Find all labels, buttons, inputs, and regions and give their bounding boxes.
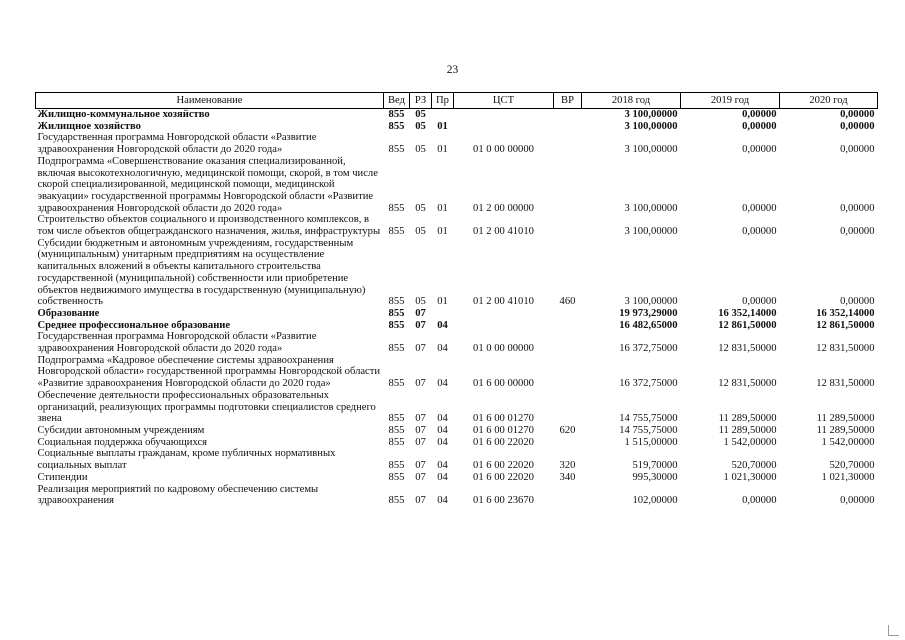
row-rz: 05 (415, 144, 426, 156)
row-ved: 855 (388, 226, 405, 238)
row-value-2018: 3 100,00000 (624, 202, 678, 214)
row-name: Обеспечение деятельности профессиональных образовательных организаций, реализующих программы подготовки специалистов среднего звена (37, 389, 376, 425)
row-cst: 01 0 00 00000 (473, 144, 534, 156)
row-value-2018: 16 482,65000 (619, 319, 678, 331)
row-rz: 07 (415, 378, 426, 390)
row-name: Социальная поддержка обучающихся (37, 436, 208, 448)
row-value-2019: 16 352,14000 (718, 307, 777, 319)
row-ved: 855 (388, 319, 405, 331)
row-ved: 855 (388, 378, 405, 390)
row-ved: 855 (388, 144, 405, 156)
row-vr (554, 355, 582, 390)
row-value-2019: 0,00000 (742, 202, 777, 214)
row-value-2018: 1 515,00000 (624, 436, 678, 448)
row-rz: 05 (415, 202, 426, 214)
row-value-2020: 0,00000 (840, 109, 875, 120)
row-cst (454, 109, 554, 121)
row-pr: 01 (437, 226, 448, 238)
row-rz: 07 (415, 319, 426, 331)
row-pr: 04 (437, 424, 448, 436)
row-name: Подпрограмма «Кадровое обеспечение системы здравоохранения Новгородской области» государственной программы Новгородской области «Развитие здравоохранения Новгородской области до 2020 года» (37, 354, 381, 390)
header-rz: РЗ (410, 93, 432, 109)
row-value-2018: 3 100,00000 (624, 144, 678, 156)
row-value-2018: 3 100,00000 (624, 296, 678, 308)
row-cst: 01 6 00 00000 (473, 378, 534, 390)
row-rz: 07 (415, 307, 426, 319)
row-cst: 01 0 00 00000 (473, 343, 534, 355)
table-row (36, 121, 878, 133)
row-pr (432, 109, 454, 121)
row-pr: 01 (437, 120, 448, 132)
row-value-2018: 519,70000 (632, 460, 678, 472)
row-value-2019: 12 831,50000 (718, 378, 777, 390)
header-ved: Вед (384, 93, 410, 109)
row-value-2020: 520,70000 (829, 460, 875, 472)
row-value-2019: 0,00000 (742, 495, 777, 507)
row-value-2019: 1 021,30000 (723, 471, 777, 483)
row-vr (554, 121, 582, 133)
table-row (36, 308, 878, 320)
row-cst: 01 6 00 22020 (473, 460, 534, 472)
table-row (36, 331, 878, 354)
header-vr: ВР (554, 93, 582, 109)
row-value-2020: 12 831,50000 (816, 378, 875, 390)
row-value-2020: 0,00000 (840, 296, 875, 308)
row-value-2019: 0,00000 (742, 144, 777, 156)
header-cst: ЦСТ (454, 93, 554, 109)
row-ved: 855 (388, 436, 405, 448)
table-body (36, 109, 878, 507)
row-cst (454, 121, 554, 133)
row-ved: 855 (388, 202, 405, 214)
row-pr (432, 308, 454, 320)
row-vr (554, 390, 582, 425)
row-name: Государственная программа Новгородской области «Развитие здравоохранения Новгородской области до 2020 года» (37, 132, 317, 156)
row-value-2018: 102,00000 (632, 495, 678, 507)
row-vr: 620 (559, 424, 576, 436)
row-cst: 01 6 00 23670 (473, 495, 534, 507)
row-vr (554, 214, 582, 237)
row-vr: 340 (559, 471, 576, 483)
row-value-2018: 14 755,75000 (619, 413, 678, 425)
table-row (36, 238, 878, 308)
row-name: Среднее профессиональное образование (37, 319, 231, 331)
row-vr (554, 308, 582, 320)
table-row (36, 390, 878, 425)
header-name: Наименование (36, 93, 384, 109)
row-cst: 01 6 00 01270 (473, 413, 534, 425)
row-ved: 855 (388, 460, 405, 472)
row-ved: 855 (388, 343, 405, 355)
row-name: Субсидии бюджетным и автономным учреждениям, государственным (муниципальным) унитарным предприятиям на осуществление капитальных вложений в объекты капитального строительства государственной (муниципальной) собственности или приобретение объектов недвижимого имущества в государственную (муниципальную) собственность (37, 237, 366, 308)
row-value-2018: 3 100,00000 (624, 109, 678, 120)
page-number: 23 (446, 64, 459, 76)
header-2020: 2020 год (780, 93, 878, 109)
row-pr: 04 (437, 319, 448, 331)
row-value-2019: 1 542,00000 (723, 436, 777, 448)
row-value-2018: 19 973,29000 (619, 307, 678, 319)
header-2018: 2018 год (582, 93, 681, 109)
row-name: Жилищно-коммунальное хозяйство (37, 109, 210, 120)
header-pr: Пр (432, 93, 454, 109)
row-rz: 07 (415, 460, 426, 472)
row-value-2020: 1 542,00000 (821, 436, 875, 448)
row-value-2020: 0,00000 (840, 144, 875, 156)
row-rz: 05 (415, 120, 426, 132)
row-vr (554, 320, 582, 332)
row-value-2018: 3 100,00000 (624, 226, 678, 238)
row-pr: 04 (437, 460, 448, 472)
row-name: Стипендии (37, 471, 88, 483)
row-rz: 07 (415, 413, 426, 425)
row-vr: 320 (559, 460, 576, 472)
row-cst: 01 2 00 00000 (473, 202, 534, 214)
row-value-2020: 1 021,30000 (821, 471, 875, 483)
row-value-2020: 0,00000 (840, 226, 875, 238)
scan-corner-mark (888, 625, 899, 636)
table-row (36, 425, 878, 437)
header-2019: 2019 год (681, 93, 780, 109)
row-name: Строительство объектов социального и производственного комплексов, в том числе объектов общегражданского назначения, жилья, инфраструктуры (37, 214, 381, 238)
table-row (36, 448, 878, 471)
row-pr: 01 (437, 296, 448, 308)
row-value-2020: 11 289,50000 (816, 424, 875, 436)
budget-table (35, 92, 878, 507)
row-cst: 01 2 00 41010 (473, 296, 534, 308)
row-cst: 01 6 00 22020 (473, 471, 534, 483)
table-row (36, 355, 878, 390)
row-pr: 01 (437, 144, 448, 156)
row-name: Реализация мероприятий по кадровому обеспечению системы здравоохранения (37, 483, 319, 507)
row-value-2019: 0,00000 (742, 120, 777, 132)
row-name: Социальные выплаты гражданам, кроме публичных нормативных социальных выплат (37, 448, 336, 472)
row-cst: 01 6 00 22020 (473, 436, 534, 448)
row-pr: 04 (437, 471, 448, 483)
row-name: Государственная программа Новгородской области «Развитие здравоохранения Новгородской области до 2020 года» (37, 331, 317, 355)
row-value-2020: 11 289,50000 (816, 413, 875, 425)
row-cst: 01 2 00 41010 (473, 226, 534, 238)
row-value-2020: 12 831,50000 (816, 343, 875, 355)
row-pr: 01 (437, 202, 448, 214)
row-value-2019: 0,00000 (742, 226, 777, 238)
row-rz: 05 (415, 226, 426, 238)
row-value-2020: 12 861,50000 (816, 319, 875, 331)
row-pr: 04 (437, 343, 448, 355)
row-cst (454, 308, 554, 320)
row-pr: 04 (437, 436, 448, 448)
row-value-2019: 0,00000 (742, 296, 777, 308)
row-ved: 855 (388, 109, 405, 120)
row-vr (554, 437, 582, 449)
row-name: Жилищное хозяйство (37, 120, 141, 132)
row-name: Субсидии автономным учреждениям (37, 424, 205, 436)
row-rz: 07 (415, 343, 426, 355)
row-rz: 07 (415, 424, 426, 436)
row-ved: 855 (388, 307, 405, 319)
row-rz: 05 (415, 296, 426, 308)
table-row (36, 214, 878, 237)
row-value-2019: 0,00000 (742, 109, 777, 120)
table-row (36, 132, 878, 155)
row-rz: 07 (415, 471, 426, 483)
row-value-2020: 0,00000 (840, 120, 875, 132)
row-ved: 855 (388, 120, 405, 132)
row-vr (554, 156, 582, 215)
row-value-2019: 12 861,50000 (718, 319, 777, 331)
row-pr: 04 (437, 495, 448, 507)
row-value-2018: 14 755,75000 (619, 424, 678, 436)
row-value-2020: 16 352,14000 (816, 307, 875, 319)
row-vr (554, 484, 582, 507)
row-value-2018: 16 372,75000 (619, 378, 678, 390)
row-vr: 460 (559, 296, 576, 308)
table-header-row (36, 93, 878, 109)
table-row (36, 156, 878, 215)
row-name: Образование (37, 307, 100, 319)
row-value-2020: 0,00000 (840, 495, 875, 507)
row-name: Подпрограмма «Совершенствование оказания специализированной, включая высокотехнологичную, медицинской помощи, скорой, в том числе скорой специализированной, медицинской помощи, медицинской эвакуации» государственной программы Новгородской области «Развитие здравоохранения Новгородской области до 2020 года» (37, 155, 378, 214)
row-value-2018: 3 100,00000 (624, 120, 678, 132)
row-rz: 05 (415, 109, 426, 120)
row-vr (554, 132, 582, 155)
row-ved: 855 (388, 471, 405, 483)
row-value-2018: 995,30000 (632, 471, 678, 483)
row-cst (454, 320, 554, 332)
row-vr (554, 331, 582, 354)
row-value-2019: 12 831,50000 (718, 343, 777, 355)
row-ved: 855 (388, 296, 405, 308)
table-row (36, 472, 878, 484)
row-ved: 855 (388, 413, 405, 425)
row-rz: 07 (415, 495, 426, 507)
row-ved: 855 (388, 424, 405, 436)
table-row (36, 484, 878, 507)
row-value-2019: 11 289,50000 (718, 424, 777, 436)
row-value-2019: 520,70000 (731, 460, 777, 472)
row-pr: 04 (437, 378, 448, 390)
table-row (36, 437, 878, 449)
row-cst: 01 6 00 01270 (473, 424, 534, 436)
row-ved: 855 (388, 495, 405, 507)
row-rz: 07 (415, 436, 426, 448)
table-row (36, 109, 878, 121)
row-value-2018: 16 372,75000 (619, 343, 678, 355)
row-value-2019: 11 289,50000 (718, 413, 777, 425)
row-value-2020: 0,00000 (840, 202, 875, 214)
row-pr: 04 (437, 413, 448, 425)
table-row (36, 320, 878, 332)
row-vr (554, 109, 582, 121)
